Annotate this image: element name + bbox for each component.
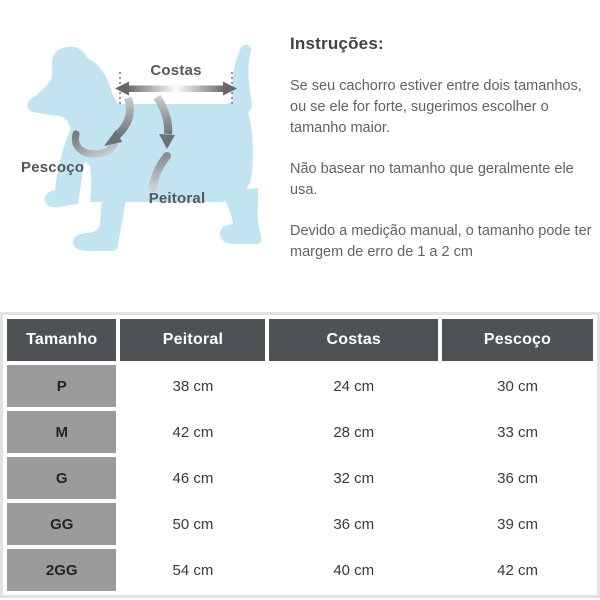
dog-measurement-diagram: [0, 0, 300, 310]
table-row: [7, 457, 593, 499]
costas-arrow: [127, 86, 225, 93]
costas-value: 28 cm: [269, 411, 438, 453]
costas-value: 36 cm: [269, 503, 438, 545]
peitoral-value: 46 cm: [120, 457, 265, 499]
peitoral-value: 54 cm: [120, 549, 265, 591]
col-header-pescoco: Pescoço: [442, 319, 593, 361]
peitoral-label: Peitoral: [148, 190, 206, 207]
table-row: [7, 411, 593, 453]
table-row: [7, 365, 593, 407]
size-cell: G: [7, 457, 116, 499]
instruction-paragraph: Se seu cachorro estiver entre dois tamanhos, ou se ele for forte, sugerimos escolher o tamanho maior.: [290, 78, 582, 136]
instructions-panel: [290, 34, 596, 283]
costas-value: 40 cm: [269, 549, 438, 591]
instructions-title: Instruções:: [290, 34, 384, 53]
dog-rear-leg: [220, 188, 261, 244]
col-header-costas: Costas: [269, 319, 438, 361]
pescoco-value: 33 cm: [442, 411, 593, 453]
pescoco-value: 39 cm: [442, 503, 593, 545]
instruction-paragraph: Devido a medição manual, o tamanho pode ter margem de erro de 1 a 2 cm: [290, 223, 592, 260]
col-header-peitoral: Peitoral: [120, 319, 265, 361]
size-table: [0, 312, 600, 598]
pescoco-label: Pescoço: [21, 159, 85, 176]
peitoral-value: 38 cm: [120, 365, 265, 407]
costas-value: 24 cm: [269, 365, 438, 407]
col-header-tamanho: Tamanho: [7, 319, 116, 361]
pescoco-value: 30 cm: [442, 365, 593, 407]
size-table-grid: [3, 315, 597, 595]
pescoco-value: 42 cm: [442, 549, 593, 591]
table-row: [7, 503, 593, 545]
pescoco-value: 36 cm: [442, 457, 593, 499]
instruction-paragraph: Não basear no tamanho que geralmente ele usa.: [290, 161, 574, 198]
dog-tail: [232, 45, 252, 113]
table-row: [7, 549, 593, 591]
size-cell: M: [7, 411, 116, 453]
peitoral-value: 42 cm: [120, 411, 265, 453]
costas-label: Costas: [150, 62, 202, 79]
size-cell: GG: [7, 503, 116, 545]
size-cell: P: [7, 365, 116, 407]
size-cell: 2GG: [7, 549, 116, 591]
dog-illustration: [0, 0, 300, 310]
costas-value: 32 cm: [269, 457, 438, 499]
peitoral-value: 50 cm: [120, 503, 265, 545]
costas-arrowhead-left: [115, 82, 129, 96]
table-header-row: [7, 319, 593, 361]
